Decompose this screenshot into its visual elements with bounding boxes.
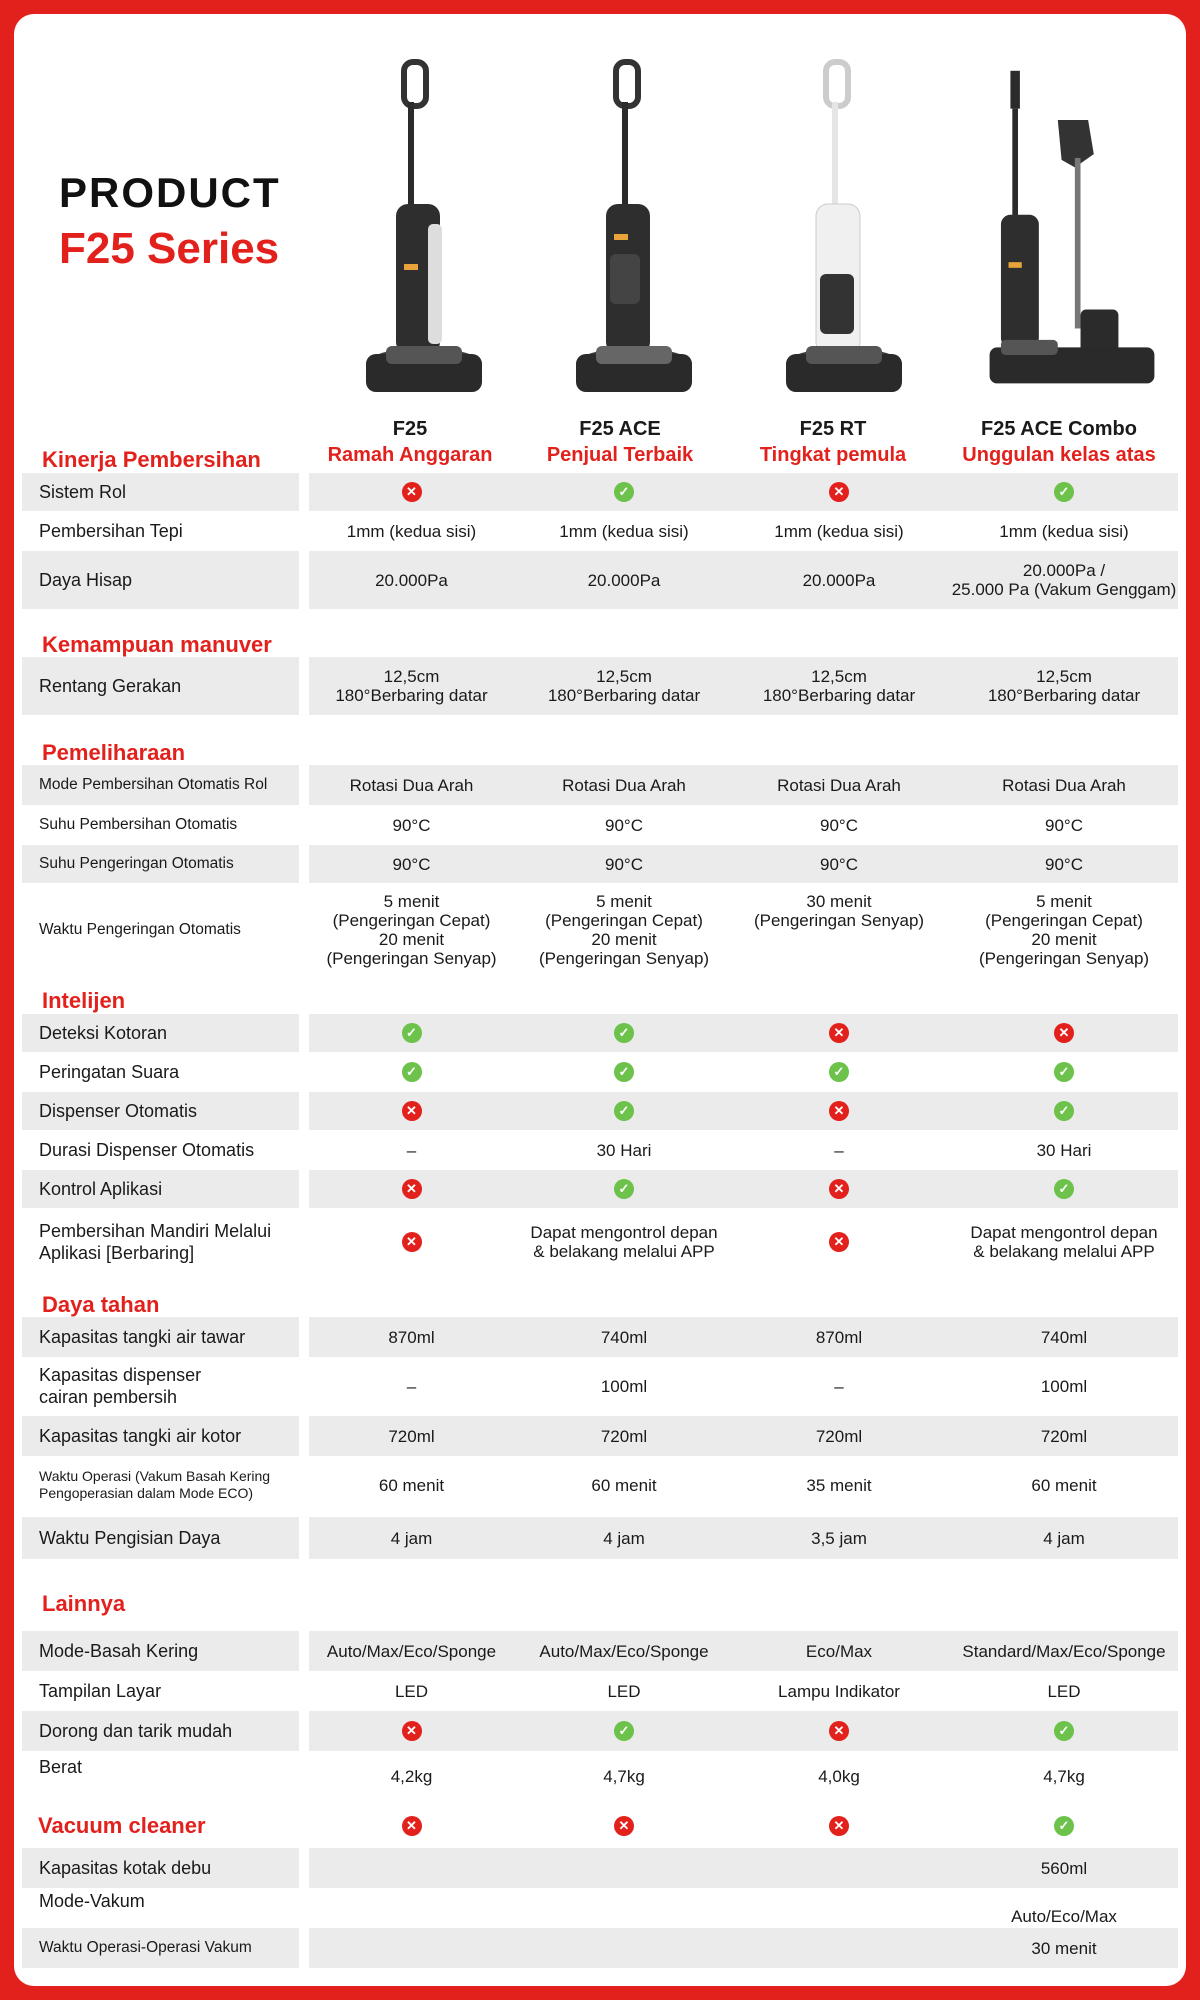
row-label: Suhu Pengeringan Otomatis (22, 845, 299, 883)
row-kotak-debu (22, 1848, 1178, 1888)
check-icon: ✓ (1054, 1179, 1074, 1199)
cell-value: 720ml (815, 1426, 863, 1446)
cell-value: 1mm (kedua sisi) (346, 521, 477, 541)
product-tag: Ramah Anggaran (327, 444, 493, 466)
row-label: Kapasitas tangki air kotor (22, 1416, 299, 1456)
cross-icon: ✕ (402, 1232, 422, 1252)
product-tag: Penjual Terbaik (546, 444, 694, 466)
cell-value: 12,5cm 180°Berbaring datar (762, 667, 916, 705)
cell-value: 4,2kg (390, 1766, 433, 1786)
cell-value: 60 menit (591, 1475, 657, 1495)
cross-icon: ✕ (829, 1101, 849, 1121)
product-image-f25-ace-combo (982, 54, 1172, 404)
product-header-f25-ace (515, 416, 725, 468)
row-tampilan-layar (22, 1673, 1178, 1709)
row-label: Mode-Basah Kering (22, 1631, 299, 1671)
row-label: Tampilan Layar (39, 1681, 162, 1701)
cell-value: 720ml (1040, 1426, 1088, 1446)
cross-icon: ✕ (402, 482, 422, 502)
cell-value: Standard/Max/Eco/Sponge (962, 1641, 1166, 1661)
cross-icon: ✕ (829, 482, 849, 502)
check-icon: ✓ (614, 1023, 634, 1043)
cell-value: 90°C (605, 854, 643, 874)
row-rentang-gerakan (22, 657, 1178, 715)
row-label: Kapasitas dispenser cairan pembersih (39, 1365, 202, 1407)
row-suhu-pengeringan (22, 845, 1178, 883)
cell-value: 12,5cm 180°Berbaring datar (987, 667, 1141, 705)
product-name: F25 ACE (579, 418, 661, 440)
check-icon: ✓ (1054, 1816, 1074, 1836)
row-label: Berat (39, 1757, 83, 1777)
row-label: Waktu Pengisian Daya (22, 1517, 299, 1559)
row-durasi-dispenser (22, 1132, 1178, 1168)
cell-value: 60 menit (378, 1475, 445, 1495)
cross-icon: ✕ (829, 1721, 849, 1741)
cell-value: 870ml (388, 1327, 435, 1347)
cell-value: 4,0kg (818, 1766, 860, 1786)
cell-value: 30 Hari (596, 1140, 652, 1160)
row-label: Kapasitas kotak debu (22, 1848, 299, 1888)
cell-value: 60 menit (1031, 1475, 1097, 1495)
cell-value: Eco/Max (805, 1641, 873, 1661)
row-label: Durasi Dispenser Otomatis (39, 1140, 255, 1160)
cross-icon: ✕ (402, 1179, 422, 1199)
cross-icon: ✕ (402, 1816, 422, 1836)
row-label: Kapasitas tangki air tawar (22, 1317, 299, 1357)
row-label: Waktu Operasi (Vakum Basah Kering Pengoperasian dalam Mode ECO) (39, 1468, 271, 1501)
cell-value: 100ml (1040, 1376, 1088, 1396)
cell-value: 1mm (kedua sisi) (999, 521, 1129, 541)
row-kontrol-aplikasi (22, 1170, 1178, 1208)
cell-value: 870ml (815, 1327, 863, 1347)
row-label: Kontrol Aplikasi (22, 1170, 299, 1208)
cell-value: Dapat mengontrol depan & belakang melalui APP (970, 1223, 1158, 1261)
cell-value: 12,5cm 180°Berbaring datar (547, 667, 701, 705)
cell-value: 1mm (kedua sisi) (774, 521, 904, 541)
check-icon: ✓ (614, 1179, 634, 1199)
row-label: Mode Pembersihan Otomatis Rol (22, 765, 299, 805)
cell-value: 3,5 jam (811, 1528, 867, 1548)
check-icon: ✓ (614, 1721, 634, 1741)
cell-value: Dapat mengontrol depan & belakang melalui APP (530, 1223, 718, 1261)
row-suhu-pembersihan (22, 807, 1178, 843)
comparison-card (14, 14, 1186, 1986)
cell-value: 5 menit (Pengeringan Cepat) 20 menit (Pengeringan Senyap) (538, 892, 710, 968)
row-label: Dorong dan tarik mudah (22, 1711, 299, 1751)
cell-value: 4,7kg (603, 1766, 645, 1786)
row-peringatan-suara (22, 1054, 1178, 1090)
cell-value: 740ml (600, 1327, 648, 1347)
page-subtitle: F25 Series (59, 224, 280, 273)
cell-value: LED (394, 1681, 429, 1701)
row-pembersihan-mandiri (22, 1212, 1178, 1272)
cell-value: 90°C (820, 815, 858, 835)
product-tag: Unggulan kelas atas (962, 444, 1156, 466)
row-waktu-operasi (22, 1459, 1178, 1511)
cell-value: LED (607, 1681, 641, 1701)
cell-value: Auto/Eco/Max (1011, 1907, 1117, 1926)
cell-value: 35 menit (806, 1475, 872, 1495)
cell-value: 30 menit (1031, 1938, 1097, 1958)
row-label: Suhu Pembersihan Otomatis (39, 816, 238, 833)
cell-value: Rotasi Dua Arah (777, 775, 901, 795)
row-label: Mode-Vakum (39, 1891, 145, 1911)
section-intelijen: Intelijen (42, 988, 126, 1013)
row-label: Peringatan Suara (39, 1062, 180, 1082)
row-sistem-rol (22, 473, 1178, 511)
row-mode-rol (22, 765, 1178, 805)
check-icon: ✓ (1054, 1101, 1074, 1121)
cell-value: Rotasi Dua Arah (1002, 775, 1126, 795)
product-tag: Tingkat pemula (759, 444, 907, 466)
cell-value: Rotasi Dua Arah (349, 775, 474, 795)
row-dispenser-otomatis (22, 1092, 1178, 1130)
cell-value: Auto/Max/Eco/Sponge (539, 1641, 709, 1661)
cell-value: – (834, 1140, 844, 1160)
cell-value: – (406, 1140, 417, 1160)
cell-value: 12,5cm 180°Berbaring datar (335, 667, 488, 705)
cross-icon: ✕ (614, 1816, 634, 1836)
row-vacuum-cleaner (22, 1808, 1178, 1844)
row-label: Deteksi Kotoran (22, 1014, 299, 1052)
row-berat (22, 1754, 1178, 1798)
cell-value: 4 jam (1043, 1528, 1085, 1548)
row-waktu-vakum (22, 1928, 1178, 1968)
cell-value: 720ml (388, 1426, 435, 1446)
row-deteksi-kotoran (22, 1014, 1178, 1052)
row-label: Waktu Operasi-Operasi Vakum (22, 1928, 299, 1968)
cell-value: 90°C (1045, 815, 1083, 835)
product-images (14, 54, 1186, 404)
cross-icon: ✕ (829, 1023, 849, 1043)
check-icon: ✓ (402, 1023, 422, 1043)
cross-icon: ✕ (829, 1179, 849, 1199)
product-image-f25 (336, 54, 516, 404)
cell-value: 30 menit (Pengeringan Senyap) (753, 892, 925, 930)
section-manuver: Kemampuan manuver (42, 632, 272, 657)
section-pemeliharaan: Pemeliharaan (42, 740, 186, 765)
product-header-f25-rt (728, 416, 938, 468)
row-label: Daya Hisap (22, 551, 299, 609)
product-image-f25-ace (544, 54, 724, 404)
product-name: F25 ACE Combo (981, 418, 1137, 440)
row-tangki-tawar (22, 1317, 1178, 1357)
cell-value: 720ml (600, 1426, 648, 1446)
cell-value: Rotasi Dua Arah (562, 775, 686, 795)
cell-value: 20.000Pa / 25.000 Pa (Vakum Genggam) (951, 561, 1177, 599)
cell-value: 4 jam (390, 1528, 433, 1548)
cell-value: 100ml (600, 1376, 648, 1396)
page-title: PRODUCT (59, 169, 281, 216)
check-icon: ✓ (402, 1062, 422, 1082)
cell-value: 30 Hari (1036, 1140, 1092, 1160)
product-name: F25 (392, 418, 428, 440)
cell-value: 740ml (1040, 1327, 1088, 1347)
cell-value: 90°C (1045, 854, 1083, 874)
cell-value: 90°C (605, 815, 643, 835)
cell-value: 1mm (kedua sisi) (559, 521, 689, 541)
row-dorong-tarik (22, 1711, 1178, 1751)
check-icon: ✓ (614, 482, 634, 502)
row-tangki-kotor (22, 1416, 1178, 1456)
cross-icon: ✕ (829, 1816, 849, 1836)
section-kinerja: Kinerja Pembersihan (42, 447, 261, 472)
row-label: Rentang Gerakan (22, 657, 299, 715)
section-vacuum: Vacuum cleaner (38, 1813, 206, 1838)
cell-value: Lampu Indikator (778, 1681, 900, 1701)
cell-value: LED (1047, 1681, 1081, 1701)
check-icon: ✓ (1054, 482, 1074, 502)
check-icon: ✓ (1054, 1062, 1074, 1082)
cross-icon: ✕ (402, 1721, 422, 1741)
product-header-f25 (305, 416, 515, 468)
row-label: Dispenser Otomatis (22, 1092, 299, 1130)
row-mode-basah-kering (22, 1631, 1178, 1671)
row-mode-vakum (22, 1890, 1178, 1926)
row-label: Waktu Pengeringan Otomatis (39, 921, 241, 938)
cell-value: 20.000Pa (587, 570, 661, 590)
cell-value: 4 jam (603, 1528, 645, 1548)
product-image-f25-rt (754, 54, 934, 404)
cell-value: 20.000Pa (802, 570, 876, 590)
cell-value: 5 menit (Pengeringan Cepat) 20 menit (Pengeringan Senyap) (978, 892, 1150, 968)
cell-value: 20.000Pa (375, 570, 448, 590)
cell-value: 90°C (820, 854, 858, 874)
cell-value: – (834, 1376, 844, 1396)
row-pengisian-daya (22, 1517, 1178, 1559)
cross-icon: ✕ (1054, 1023, 1074, 1043)
product-header-f25-ace-combo (944, 416, 1174, 468)
check-icon: ✓ (614, 1062, 634, 1082)
cell-value: Auto/Max/Eco/Sponge (326, 1641, 497, 1661)
cell-value: 560ml (1040, 1858, 1088, 1878)
check-icon: ✓ (614, 1101, 634, 1121)
product-name: F25 RT (799, 418, 867, 440)
row-daya-hisap (22, 551, 1178, 609)
row-dispenser-cairan (22, 1359, 1178, 1413)
check-icon: ✓ (829, 1062, 849, 1082)
cell-value: 90°C (392, 854, 431, 874)
row-label: Pembersihan Mandiri Melalui Aplikasi [Berbaring] (39, 1221, 272, 1263)
row-label: Sistem Rol (22, 473, 299, 511)
cross-icon: ✕ (829, 1232, 849, 1252)
row-label: Pembersihan Tepi (39, 521, 183, 541)
row-waktu-pengeringan (22, 886, 1178, 974)
cell-value: 4,7kg (1043, 1766, 1085, 1786)
section-daya-tahan: Daya tahan (42, 1292, 160, 1317)
check-icon: ✓ (1054, 1721, 1074, 1741)
cross-icon: ✕ (402, 1101, 422, 1121)
section-lainnya: Lainnya (42, 1591, 126, 1616)
cell-value: – (406, 1376, 417, 1396)
cell-value: 5 menit (Pengeringan Cepat) 20 menit (Pengeringan Senyap) (326, 892, 497, 968)
cell-value: 90°C (392, 815, 431, 835)
row-pembersihan-tepi (22, 513, 1178, 549)
